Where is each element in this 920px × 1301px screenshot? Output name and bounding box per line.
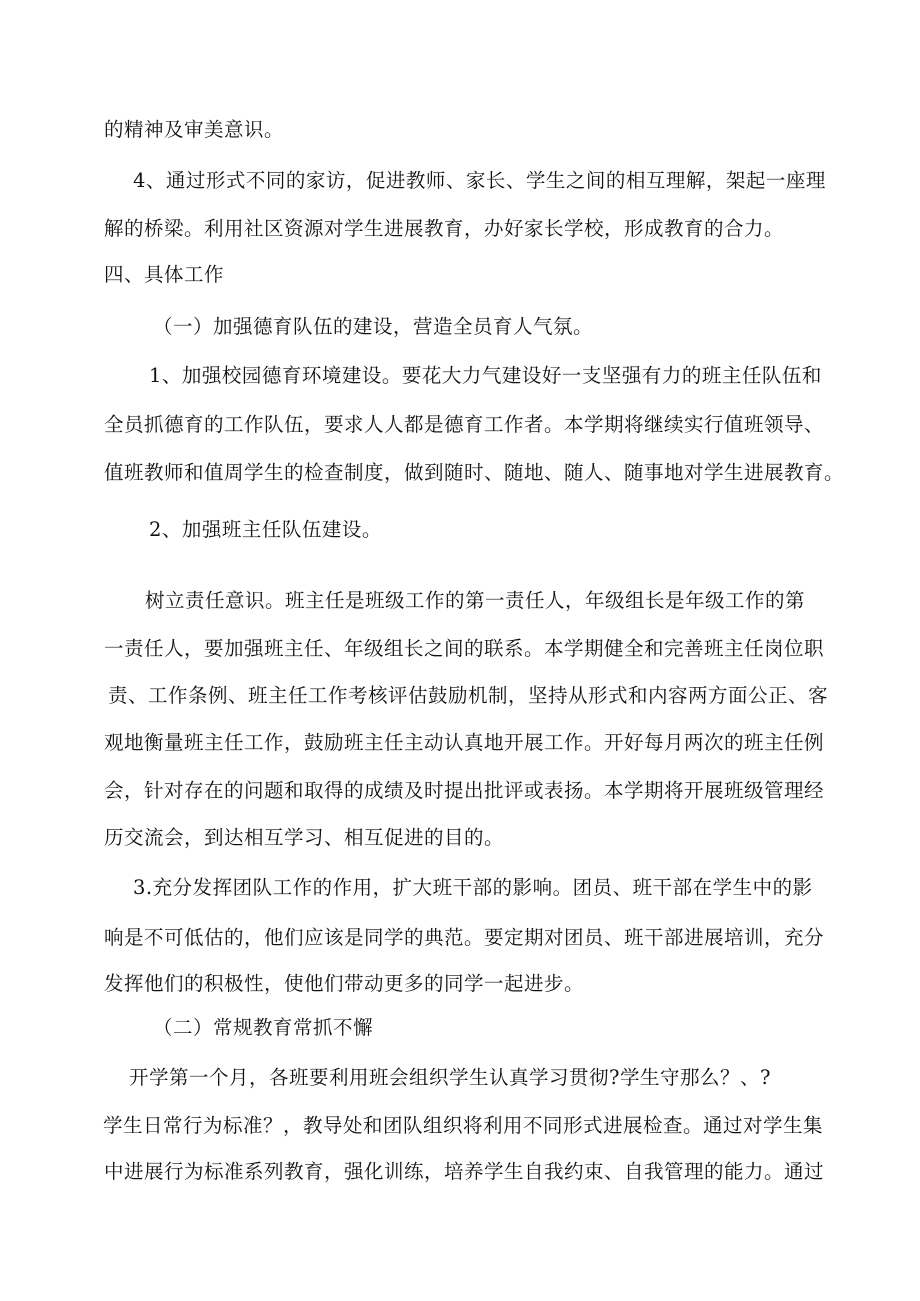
paragraph-line: 发挥他们的积极性，使他们带动更多的同学一起进步。 xyxy=(104,972,585,995)
paragraph-line: 响是不可低估的，他们应该是同学的典范。要定期对团员、班干部进展培训，充分 xyxy=(104,926,825,949)
subsection-heading: （一）加强德育队伍的建设，营造全员育人气氛。 xyxy=(153,315,594,338)
paragraph-line: 树立责任意识。班主任是班级工作的第一责任人，年级组长是年级工作的第 xyxy=(145,589,806,612)
paragraph-line: 3.充分发挥团队工作的作用，扩大班干部的影响。团员、班干部在学生中的影 xyxy=(133,876,813,899)
paragraph-line: 的精神及审美意识。 xyxy=(104,118,285,141)
paragraph-line: 开学第一个月，各班要利用班会组织学生认真学习贯彻?学生守那么？、? xyxy=(129,1066,771,1089)
paragraph-line: 一责任人，要加强班主任、年级组长之间的联系。本学期健全和完善班主任岗位职 xyxy=(104,637,825,660)
paragraph-line: 全员抓德育的工作队伍，要求人人都是德育工作者。本学期将继续实行值班领导、 xyxy=(104,413,825,436)
paragraph-line: 责、工作条例、班主任工作考核评估鼓励机制，坚持从形式和内容两方面公正、客 xyxy=(108,684,829,707)
subsection-heading: （二）常规教育常抓不懈 xyxy=(153,1016,374,1039)
paragraph-line: 4、通过形式不同的家访，促进教师、家长、学生之间的相互理解，架起一座理 xyxy=(133,169,826,192)
section-heading: 四、具体工作 xyxy=(104,263,225,286)
paragraph-line: 2、加强班主任队伍建设。 xyxy=(149,518,382,541)
paragraph-line: 学生日常行为标准？，教导处和团队组织将利用不同形式进展检查。通过对学生集 xyxy=(103,1114,824,1137)
paragraph-line: 历交流会，到达相互学习、相互促进的目的。 xyxy=(104,826,505,849)
paragraph-line: 值班教师和值周学生的检查制度，做到随时、随地、随人、随事地对学生进展教育。 xyxy=(104,461,845,484)
paragraph-line: 中进展行为标准系列教育，强化训练，培养学生自我约束、自我管理的能力。通过 xyxy=(104,1160,825,1183)
paragraph-line: 观地衡量班主任工作，鼓励班主任主动认真地开展工作。开好每月两次的班主任例 xyxy=(104,731,825,754)
paragraph-line: 1、加强校园德育环境建设。要花大力气建设好一支坚强有力的班主任队伍和 xyxy=(149,364,822,387)
paragraph-line: 解的桥梁。利用社区资源对学生进展教育，办好家长学校，形成教育的合力。 xyxy=(104,217,785,240)
paragraph-line: 会，针对存在的问题和取得的成绩及时提出批评或表扬。本学期将开展班级管理经 xyxy=(104,779,825,802)
